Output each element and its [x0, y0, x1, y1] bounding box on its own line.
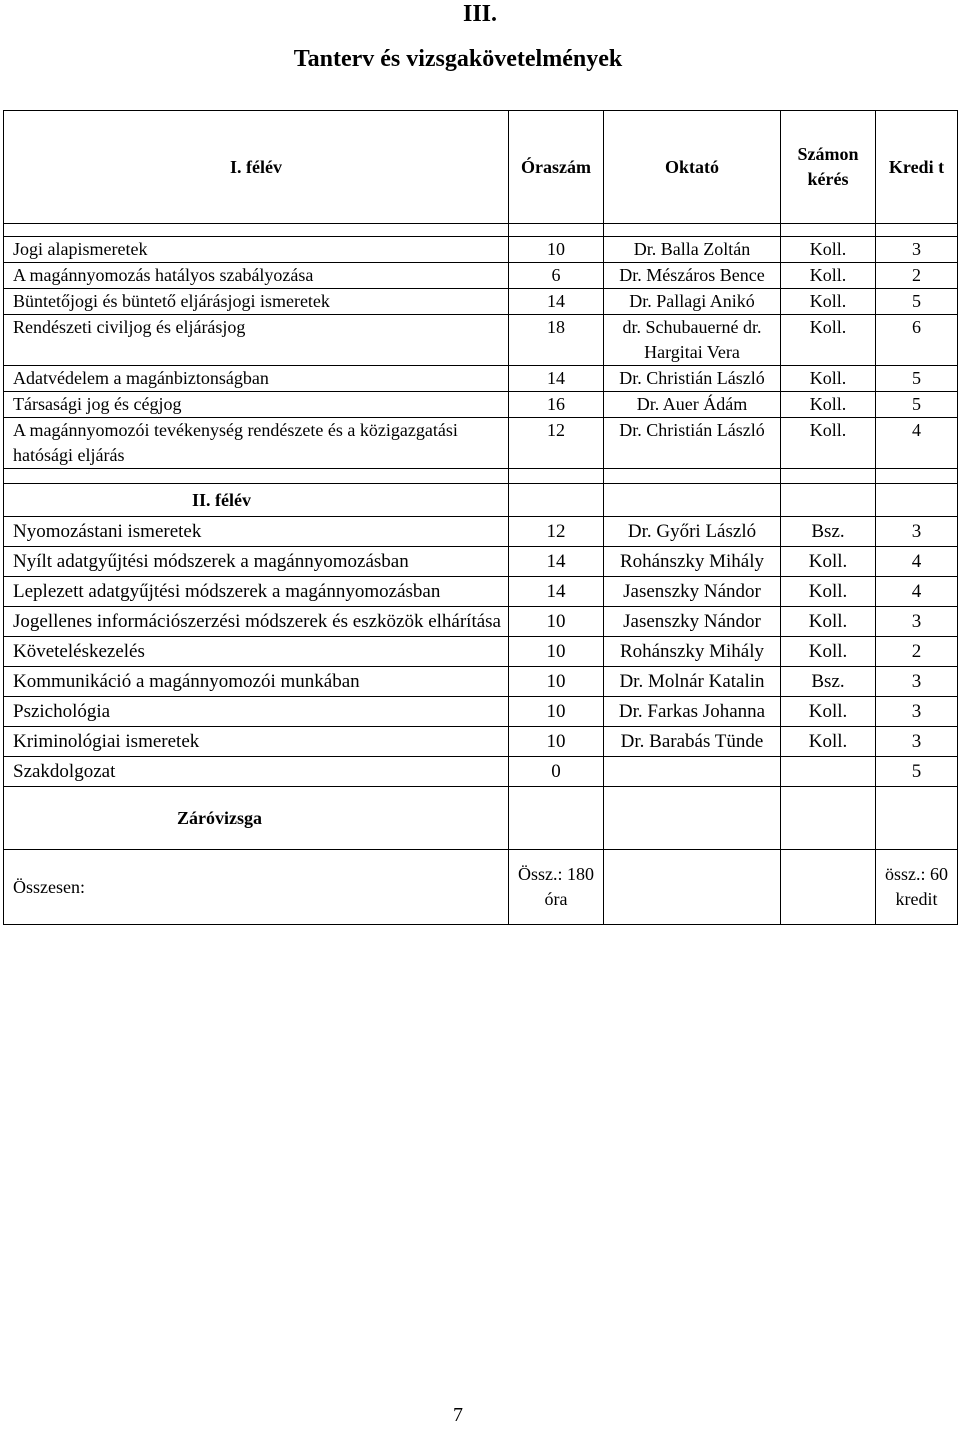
- cell-hours: 18: [509, 315, 604, 366]
- cell-subject: Nyomozástani ismeretek: [4, 517, 509, 547]
- cell-hours: 10: [509, 697, 604, 727]
- cell-hours: 6: [509, 263, 604, 289]
- cell-credit: 4: [876, 577, 958, 607]
- cell-teacher: Dr. Pallagi Anikó: [604, 289, 781, 315]
- cell-hours: 12: [509, 517, 604, 547]
- final-exam-row: [4, 787, 958, 850]
- cell-assessment: Koll.: [781, 289, 876, 315]
- cell-assessment: Koll.: [781, 697, 876, 727]
- cell-hours: 0: [509, 757, 604, 787]
- cell-hours: 12: [509, 418, 604, 469]
- cell-credit: 4: [876, 418, 958, 469]
- cell-teacher: [604, 757, 781, 787]
- chapter-number: III.: [462, 1, 498, 27]
- cell-teacher: Dr. Auer Ádám: [604, 392, 781, 418]
- table-row: [4, 577, 958, 607]
- cell-teacher: Dr. Mészáros Bence: [604, 263, 781, 289]
- cell-credit: 6: [876, 315, 958, 366]
- cell-subject: Szakdolgozat: [4, 757, 509, 787]
- cell-hours: 10: [509, 727, 604, 757]
- cell-subject: Adatvédelem a magánbiztonságban: [4, 366, 509, 392]
- cell-subject: Követeléskezelés: [4, 637, 509, 667]
- header-row: [4, 111, 958, 224]
- header-semester: I. félév: [4, 111, 509, 224]
- cell-credit: 3: [876, 697, 958, 727]
- totals-hours: Össz.: 180 óra: [509, 850, 604, 925]
- semester2-row: [4, 484, 958, 517]
- cell-teacher: Dr. Christián László: [604, 418, 781, 469]
- cell-teacher: Jasenszky Nándor: [604, 577, 781, 607]
- cell-assessment: Koll.: [781, 263, 876, 289]
- cell-hours: 10: [509, 607, 604, 637]
- spacer-row: [4, 469, 958, 484]
- page-title: Tanterv és vizsgakövetelmények: [293, 46, 623, 72]
- table-row: [4, 637, 958, 667]
- cell-assessment: Koll.: [781, 637, 876, 667]
- cell-subject: Leplezett adatgyűjtési módszerek a magánnyomozásban: [4, 577, 509, 607]
- table-row: [4, 547, 958, 577]
- cell-subject: Társasági jog és cégjog: [4, 392, 509, 418]
- cell-subject: Jogi alapismeretek: [4, 237, 509, 263]
- table-row: [4, 667, 958, 697]
- totals-credit: össz.: 60 kredit: [876, 850, 958, 925]
- cell-assessment: Koll.: [781, 392, 876, 418]
- cell-credit: 3: [876, 727, 958, 757]
- cell-credit: 5: [876, 392, 958, 418]
- totals-label: Összesen:: [4, 850, 509, 925]
- cell-credit: 5: [876, 289, 958, 315]
- cell-subject: Kriminológiai ismeretek: [4, 727, 509, 757]
- cell-hours: 10: [509, 237, 604, 263]
- cell-teacher: Dr. Farkas Johanna: [604, 697, 781, 727]
- table-row: [4, 697, 958, 727]
- cell-hours: 10: [509, 637, 604, 667]
- cell-teacher: Jasenszky Nándor: [604, 607, 781, 637]
- cell-subject: Pszichológia: [4, 697, 509, 727]
- cell-teacher: Dr. Christián László: [604, 366, 781, 392]
- cell-assessment: Koll.: [781, 315, 876, 366]
- cell-assessment: Koll.: [781, 547, 876, 577]
- cell-assessment: [781, 757, 876, 787]
- page-number: 7: [453, 1404, 463, 1426]
- curriculum-table: [3, 110, 958, 925]
- cell-subject: Nyílt adatgyűjtési módszerek a magánnyomozásban: [4, 547, 509, 577]
- semester2-label: II. félév: [4, 484, 509, 517]
- cell-hours: 16: [509, 392, 604, 418]
- cell-hours: 14: [509, 547, 604, 577]
- cell-hours: 14: [509, 289, 604, 315]
- cell-teacher: dr. Schubauerné dr. Hargitai Vera: [604, 315, 781, 366]
- cell-subject: A magánnyomozás hatályos szabályozása: [4, 263, 509, 289]
- cell-credit: 2: [876, 637, 958, 667]
- cell-subject: A magánnyomozói tevékenység rendészete és a közigazgatási hatósági eljárás: [4, 418, 509, 469]
- cell-hours: 10: [509, 667, 604, 697]
- header-hours: Óraszám: [509, 111, 604, 224]
- table-row: [4, 263, 958, 289]
- cell-subject: Kommunikáció a magánnyomozói munkában: [4, 667, 509, 697]
- cell-teacher: Dr. Barabás Tünde: [604, 727, 781, 757]
- table-row: [4, 366, 958, 392]
- cell-credit: 3: [876, 607, 958, 637]
- table-row: [4, 315, 958, 366]
- cell-credit: 3: [876, 237, 958, 263]
- table-row: [4, 289, 958, 315]
- table-row: [4, 392, 958, 418]
- cell-teacher: Rohánszky Mihály: [604, 547, 781, 577]
- table-row: [4, 237, 958, 263]
- cell-hours: 14: [509, 366, 604, 392]
- cell-subject: Rendészeti civiljog és eljárásjog: [4, 315, 509, 366]
- cell-assessment: Koll.: [781, 237, 876, 263]
- table-row: [4, 727, 958, 757]
- cell-subject: Büntetőjogi és büntető eljárásjogi ismeretek: [4, 289, 509, 315]
- spacer-row: [4, 224, 958, 237]
- cell-teacher: Dr. Győri László: [604, 517, 781, 547]
- table-row: [4, 757, 958, 787]
- cell-subject: Jogellenes információszerzési módszerek és eszközök elhárítása: [4, 607, 509, 637]
- cell-credit: 5: [876, 757, 958, 787]
- header-credit: Kredi t: [876, 111, 958, 224]
- totals-row: [4, 850, 958, 925]
- cell-assessment: Koll.: [781, 418, 876, 469]
- final-exam-label: Záróvizsga: [4, 787, 509, 850]
- cell-credit: 2: [876, 263, 958, 289]
- cell-assessment: Koll.: [781, 366, 876, 392]
- header-teacher: Oktató: [604, 111, 781, 224]
- cell-credit: 4: [876, 547, 958, 577]
- header-assessment: Számon kérés: [781, 111, 876, 224]
- cell-teacher: Dr. Molnár Katalin: [604, 667, 781, 697]
- cell-hours: 14: [509, 577, 604, 607]
- cell-assessment: Bsz.: [781, 667, 876, 697]
- cell-assessment: Bsz.: [781, 517, 876, 547]
- cell-credit: 3: [876, 517, 958, 547]
- cell-credit: 3: [876, 667, 958, 697]
- cell-assessment: Koll.: [781, 607, 876, 637]
- cell-teacher: Dr. Balla Zoltán: [604, 237, 781, 263]
- table-row: [4, 517, 958, 547]
- cell-assessment: Koll.: [781, 727, 876, 757]
- cell-teacher: Rohánszky Mihály: [604, 637, 781, 667]
- table-row: [4, 418, 958, 469]
- cell-credit: 5: [876, 366, 958, 392]
- table-row: [4, 607, 958, 637]
- cell-assessment: Koll.: [781, 577, 876, 607]
